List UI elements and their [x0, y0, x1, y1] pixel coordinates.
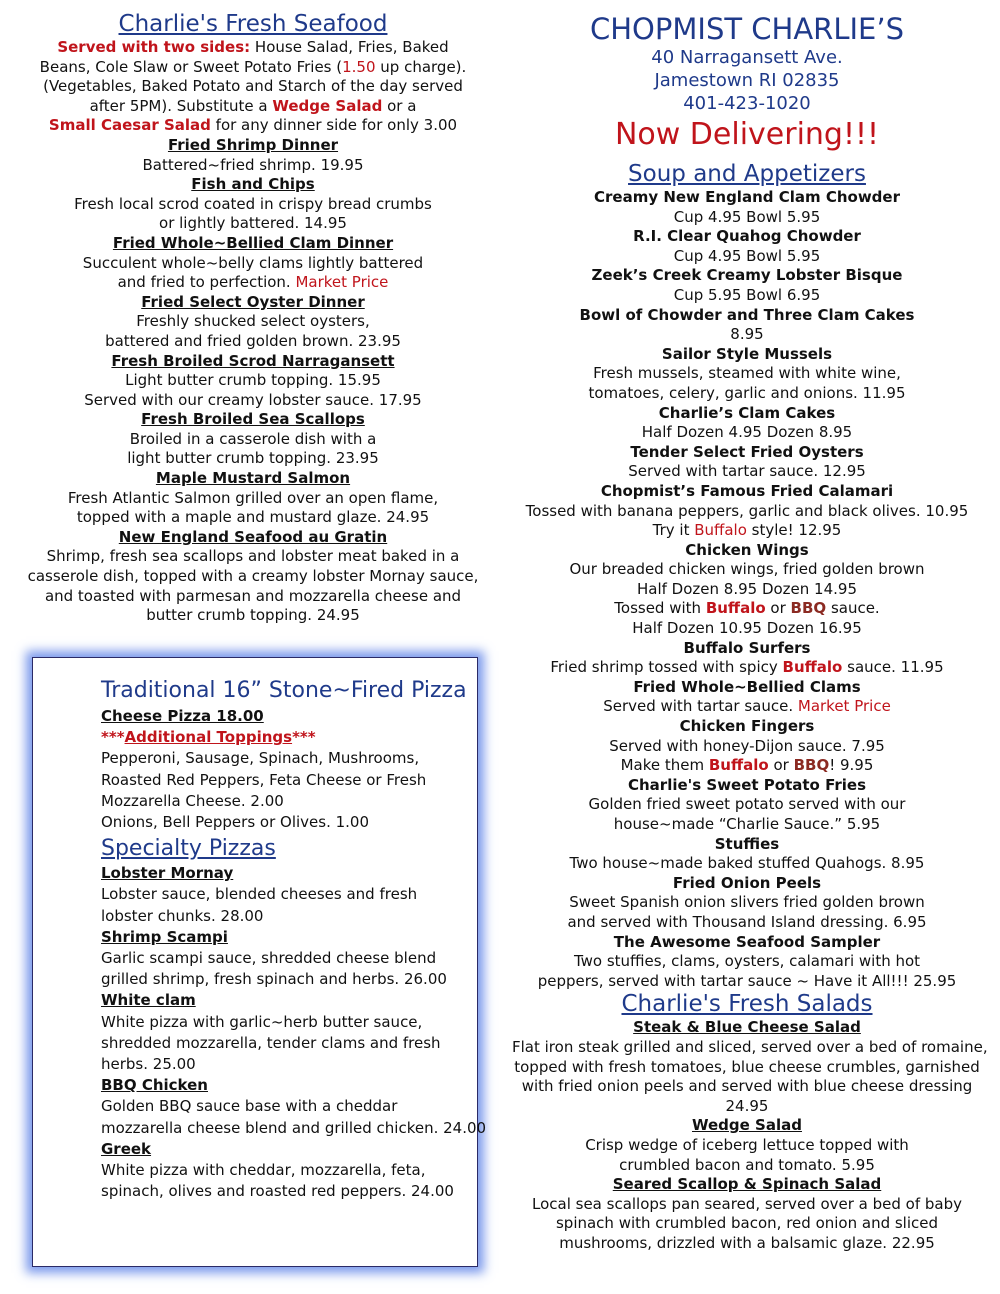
app-item-desc: Our breaded chicken wings, fried golden brown	[569, 560, 925, 579]
bbq-highlight: BBQ	[790, 599, 827, 618]
menu-item-desc: Broiled in a casserole dish with a	[129, 429, 377, 448]
salad-item-desc: mushrooms, drizzled with a balsamic glaze. 22.95	[559, 1233, 935, 1252]
pizza-item-desc: lobster chunks. 28.00	[101, 906, 264, 925]
pizza-item-name: BBQ Chicken	[101, 1076, 208, 1095]
app-item-desc: Half Dozen 8.95 Dozen 14.95	[636, 579, 857, 598]
app-item-desc: Make them Buffalo or BBQ! 9.95	[620, 756, 874, 775]
app-item-desc: house~made “Charlie Sauce.” 5.95	[613, 815, 881, 833]
pizza-item-desc: Lobster sauce, blended cheeses and fresh	[101, 885, 418, 904]
app-item-desc: Fried shrimp tossed with spicy Buffalo sauce. 11.95	[550, 658, 944, 677]
app-item-name: Fried Whole~Bellied Clams	[633, 677, 861, 696]
pizza-item-desc: Garlic scampi sauce, shredded cheese blend	[101, 949, 437, 968]
app-item-name: Chicken Fingers	[679, 717, 815, 736]
salads-title: Charlie's Fresh Salads	[621, 991, 873, 1018]
seafood-title: Charlie's Fresh Seafood	[118, 11, 388, 37]
menu-item-desc: Freshly shucked select oysters,	[136, 312, 370, 331]
menu-item-name: New England Seafood au Gratin	[118, 527, 388, 546]
app-item-desc: Half Dozen 4.95 Dozen 8.95	[641, 423, 853, 442]
app-item-desc: Golden fried sweet potato served with our	[588, 795, 906, 814]
menu-item-desc: and fried to perfection. Market Price	[117, 273, 389, 292]
salad-item-desc: crumbled bacon and tomato. 5.95	[619, 1155, 875, 1174]
market-price: Market Price	[797, 697, 891, 716]
app-item-desc: Two house~made baked stuffed Quahogs. 8.95	[569, 854, 925, 873]
pizza-item-desc: spinach, olives and roasted red peppers. 24.00	[101, 1182, 454, 1201]
salad-item-name: Steak & Blue Cheese Salad	[633, 1018, 861, 1037]
specialty-title: Specialty Pizzas	[101, 836, 276, 862]
bbq-highlight: BBQ	[793, 756, 830, 775]
menu-item-desc: butter crumb topping. 24.95	[146, 606, 360, 625]
app-item-desc: Cup 5.95 Bowl 6.95	[673, 285, 821, 304]
app-item-desc: Two stuffies, clams, oysters, calamari with hot	[573, 952, 921, 971]
app-item-desc: peppers, served with tartar sauce ~ Have it All!!! 25.95	[537, 971, 957, 990]
menu-item-desc: light butter crumb topping. 23.95	[127, 449, 379, 468]
app-item-name: Charlie's Sweet Potato Fries	[627, 775, 867, 794]
pizza-item-desc: White pizza with garlic~herb butter sauce,	[101, 1012, 423, 1031]
menu-item-desc: and toasted with parmesan and mozzarella cheese and	[44, 586, 462, 605]
app-item-name: Buffalo Surfers	[683, 638, 811, 657]
app-item-desc: Sweet Spanish onion slivers fried golden brown	[569, 893, 925, 912]
menu-item-name: Fried Select Oyster Dinner	[141, 292, 365, 311]
app-item-desc: and served with Thousand Island dressing. 6.95	[567, 912, 927, 931]
menu-item-desc: casserole dish, topped with a creamy lobster Mornay sauce,	[27, 567, 479, 586]
menu-item-desc: Fresh local scrod coated in crispy bread crumbs	[74, 194, 432, 213]
toppings-line: Mozzarella Cheese. 2.00	[101, 791, 284, 810]
seafood-section	[24, 10, 482, 626]
address-line-1: 40 Narragansett Ave.	[651, 47, 843, 68]
pizza-item-desc: White pizza with cheddar, mozzarella, feta,	[101, 1161, 426, 1180]
menu-item-desc: Served with our creamy lobster sauce. 17.95	[84, 390, 422, 409]
menu-item-desc: Succulent whole~belly clams lightly battered	[82, 253, 424, 272]
app-item-name: Zeek’s Creek Creamy Lobster Bisque	[591, 266, 903, 285]
buffalo-highlight: Buffalo	[782, 658, 843, 677]
pizza-item-name: White clam	[101, 991, 196, 1010]
caesar-highlight: Small Caesar Salad	[48, 116, 211, 135]
menu-item-desc: battered and fried golden brown. 23.95	[105, 331, 401, 350]
app-item-name: Bowl of Chowder and Three Clam Cakes	[579, 305, 915, 324]
toppings-header: ***Additional Toppings***	[101, 728, 316, 747]
salad-item-desc: Flat iron steak grilled and sliced, served over a bed of romaine,	[512, 1037, 988, 1056]
address-line-2: Jamestown RI 02835	[654, 70, 840, 91]
toppings-line: Roasted Red Peppers, Feta Cheese or Fresh	[101, 770, 427, 789]
menu-item-desc: Light butter crumb topping. 15.95	[125, 371, 381, 390]
buffalo-highlight: Buffalo	[705, 599, 766, 618]
menu-item-name: Fried Whole~Bellied Clam Dinner	[112, 233, 394, 252]
menu-item-desc: or lightly battered. 14.95	[159, 214, 347, 233]
app-item-desc: Try it Buffalo style! 12.95	[652, 521, 842, 540]
app-item-name: The Awesome Seafood Sampler	[613, 932, 881, 951]
salad-item-desc: Local sea scallops pan seared, served over a bed of baby	[531, 1194, 963, 1213]
pizza-item-name: Shrimp Scampi	[101, 927, 228, 946]
salad-item-desc: 24.95	[725, 1096, 769, 1115]
app-item-name: Fried Onion Peels	[672, 873, 822, 892]
menu-item-name: Fresh Broiled Scrod Narragansett	[111, 351, 395, 370]
app-item-name: Chopmist’s Famous Fried Calamari	[600, 481, 894, 500]
sides-line-5: Small Caesar Salad for any dinner side for only 3.00	[48, 116, 458, 135]
menu-item-name: Fried Shrimp Dinner	[167, 135, 339, 154]
app-item-name: Chicken Wings	[685, 540, 809, 559]
buffalo-highlight: Buffalo	[694, 521, 747, 540]
app-item-desc: Served with tartar sauce. 12.95	[628, 462, 866, 481]
pizza-item-desc: herbs. 25.00	[101, 1055, 196, 1074]
phone-number: 401-423-1020	[683, 93, 811, 114]
cheese-pizza: Cheese Pizza 18.00	[101, 707, 264, 725]
app-item-desc: Fresh mussels, steamed with white wine,	[593, 364, 901, 383]
pizza-item-desc: mozzarella cheese blend and grilled chicken. 24.00	[101, 1118, 487, 1137]
market-price: Market Price	[295, 273, 389, 292]
app-item-desc: Cup 4.95 Bowl 5.95	[673, 246, 821, 265]
app-item-desc: Served with honey-Dijon sauce. 7.95	[609, 736, 885, 755]
wedge-salad-highlight: Wedge Salad	[272, 96, 383, 115]
app-item-name: Charlie’s Clam Cakes	[658, 403, 836, 422]
app-item-desc: Tossed with banana peppers, garlic and black olives. 10.95	[525, 501, 969, 520]
buffalo-highlight: Buffalo	[708, 756, 769, 775]
sides-label: Served with two sides:	[57, 38, 251, 56]
salad-item-desc: topped with fresh tomatoes, blue cheese crumbles, garnished	[514, 1057, 980, 1076]
sides-line-2: Beans, Cole Slaw or Sweet Potato Fries (1.50 up charge).	[39, 57, 467, 76]
pizza-item-name: Lobster Mornay	[101, 864, 234, 883]
appetizers-title: Soup and Appetizers	[628, 161, 866, 187]
pizza-item-name: Greek	[101, 1139, 152, 1158]
menu-item-name: Fresh Broiled Sea Scallops	[141, 410, 365, 429]
app-item-desc: Served with tartar sauce. Market Price	[603, 697, 891, 716]
menu-item-desc: Shrimp, fresh sea scallops and lobster meat baked in a	[46, 547, 460, 566]
app-item-desc: tomatoes, celery, garlic and onions. 11.95	[588, 383, 906, 402]
upcharge-price: 1.50	[342, 57, 376, 76]
pizza-title: Traditional 16” Stone~Fired Pizza	[101, 678, 467, 703]
now-delivering: Now Delivering!!!	[614, 117, 880, 152]
salad-item-desc: Crisp wedge of iceberg lettuce topped with	[585, 1135, 909, 1154]
app-item-name: R.I. Clear Quahog Chowder	[633, 227, 861, 246]
app-item-name: Sailor Style Mussels	[661, 344, 833, 363]
pizza-item-desc: Golden BBQ sauce base with a cheddar	[101, 1097, 398, 1116]
menu-item-name: Maple Mustard Salmon	[155, 469, 351, 488]
menu-item-name: Fish and Chips	[191, 175, 315, 194]
salad-item-name: Wedge Salad	[692, 1116, 802, 1135]
right-column	[512, 12, 988, 1253]
menu-item-desc: Fresh Atlantic Salmon grilled over an open flame,	[67, 488, 439, 507]
app-item-desc: Cup 4.95 Bowl 5.95	[673, 207, 821, 226]
pizza-section	[101, 676, 487, 1202]
salad-item-desc: spinach with crumbled bacon, red onion and sliced	[555, 1214, 939, 1233]
salad-item-name: Seared Scallop & Spinach Salad	[612, 1175, 882, 1194]
app-item-desc: Tossed with Buffalo or BBQ sauce.	[614, 599, 880, 618]
app-item-name: Creamy New England Clam Chowder	[594, 188, 900, 206]
app-item-name: Stuffies	[714, 834, 780, 853]
menu-item-desc: Battered~fried shrimp. 19.95	[142, 155, 364, 174]
pizza-item-desc: grilled shrimp, fresh spinach and herbs. 26.00	[101, 970, 447, 989]
sides-line-1: Served with two sides: House Salad, Fries, Baked	[57, 38, 449, 56]
pizza-box	[32, 657, 487, 1267]
sides-line-4: after 5PM). Substitute a Wedge Salad or a	[89, 96, 417, 115]
app-item-name: Tender Select Fried Oysters	[630, 442, 864, 461]
toppings-line: Pepperoni, Sausage, Spinach, Mushrooms,	[101, 749, 420, 768]
business-name: CHOPMIST CHARLIE’S	[590, 12, 904, 46]
pizza-item-desc: shredded mozzarella, tender clams and fresh	[101, 1033, 441, 1052]
app-item-desc: 8.95	[730, 325, 764, 344]
menu-item-desc: topped with a maple and mustard glaze. 24.95	[76, 508, 430, 527]
sides-line-3: (Vegetables, Baked Potato and Starch of the day served	[43, 77, 463, 96]
toppings-line: Onions, Bell Peppers or Olives. 1.00	[101, 813, 370, 832]
app-item-desc: Half Dozen 10.95 Dozen 16.95	[632, 619, 862, 638]
salad-item-desc: with fried onion peels and served with blue cheese dressing	[521, 1077, 973, 1096]
